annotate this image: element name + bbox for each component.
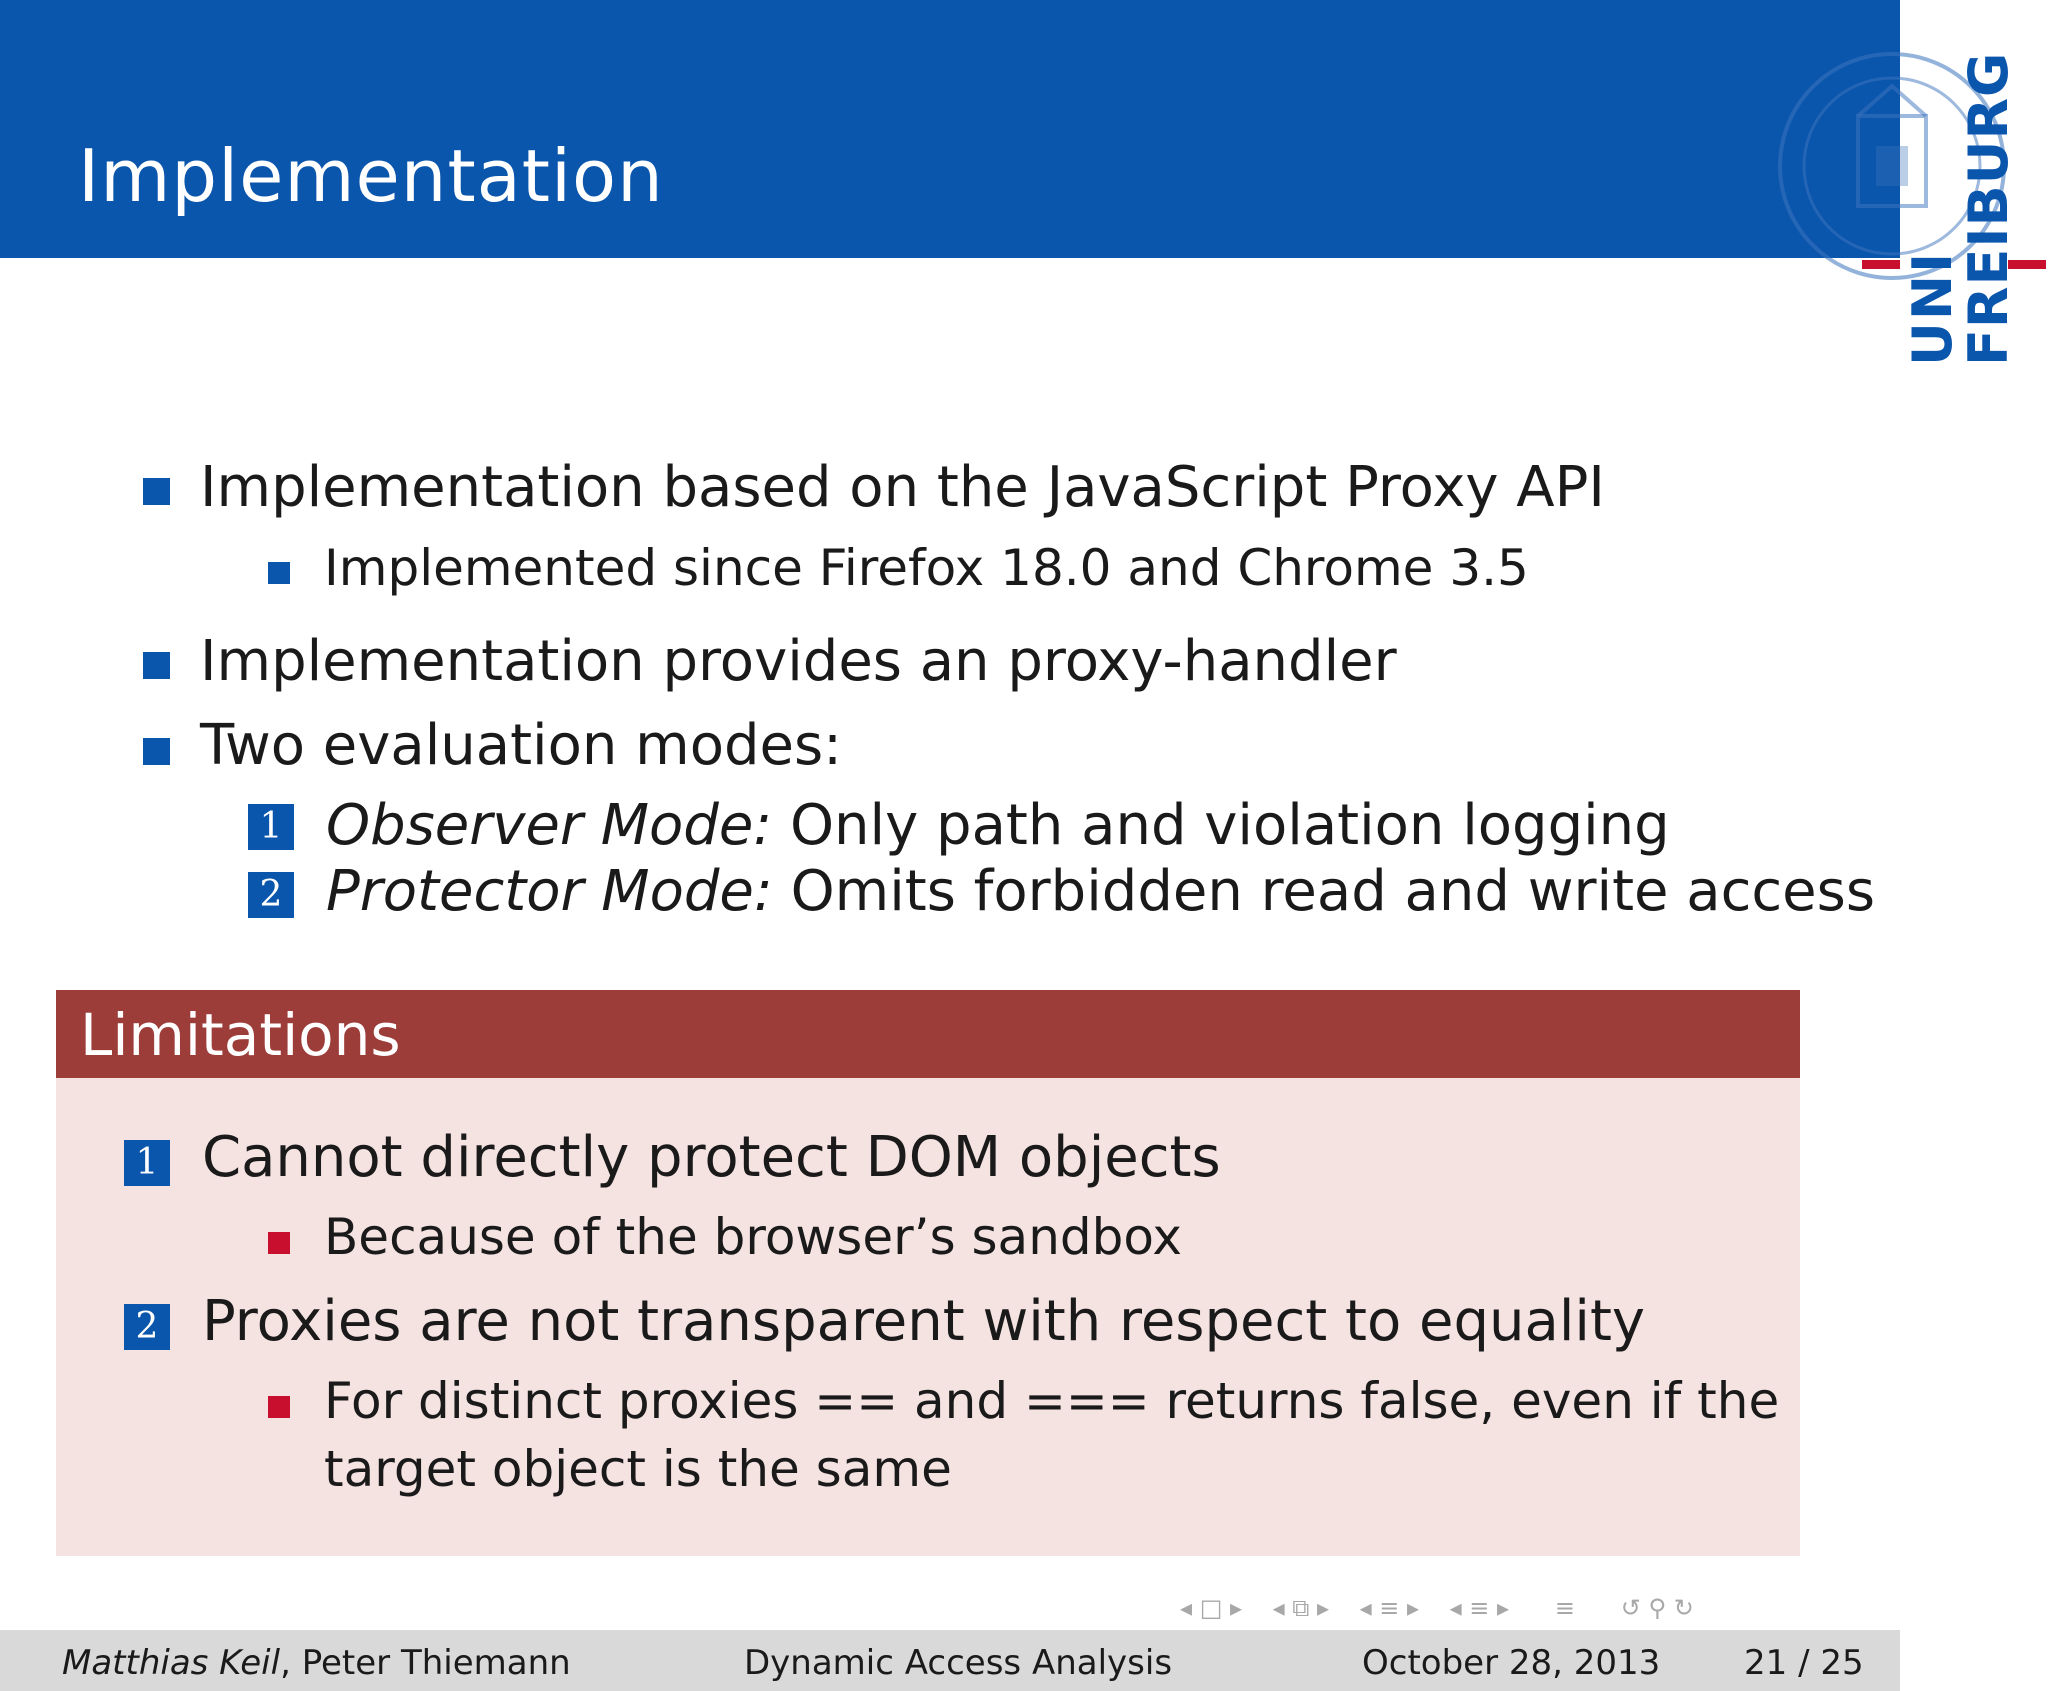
logo-uni-text: UNI <box>1901 250 1964 366</box>
nav-document-icon[interactable]: ≡ <box>1469 1594 1490 1622</box>
mode-item <box>326 859 1875 924</box>
nav-outline-icon[interactable]: ≡ <box>1554 1594 1575 1622</box>
limitation-item: Proxies are not transparent with respect to equality <box>202 1289 1646 1354</box>
bullet-square-icon <box>268 1396 290 1418</box>
sub-bullet-item: Implemented since Firefox 18.0 and Chrome 3.5 <box>324 539 1529 597</box>
bullet-square-icon <box>268 1232 290 1254</box>
nav-next-document-icon[interactable]: ▸ <box>1497 1594 1510 1622</box>
mode-desc: Omits forbidden read and write access <box>790 859 1875 924</box>
enum-number-badge: 1 <box>248 804 294 850</box>
nav-frame-icon[interactable]: □ <box>1199 1594 1223 1622</box>
logo-bar-left <box>1862 260 1900 269</box>
sub-bullet-continuation: target object is the same <box>324 1440 952 1498</box>
bullet-item: Implementation provides an proxy-handler <box>200 629 1397 694</box>
footer-page-number: 21 / 25 <box>1744 1643 1864 1683</box>
nav-section-icon[interactable]: ≡ <box>1379 1594 1400 1622</box>
mode-name: Protector Mode: <box>326 859 773 924</box>
enum-number-badge: 2 <box>124 1304 170 1350</box>
bullet-item: Two evaluation modes: <box>200 713 843 778</box>
mode-name: Observer Mode: <box>326 793 773 858</box>
nav-search-icon[interactable]: ⚲ <box>1648 1594 1667 1622</box>
slide-title: Implementation <box>78 134 664 218</box>
enum-number-badge: 1 <box>124 1140 170 1186</box>
bullet-square-icon <box>143 652 170 679</box>
mode-item <box>326 793 1670 858</box>
logo-freiburg-text: FREIBURG <box>1957 51 2020 366</box>
nav-next-subsection-icon[interactable]: ▸ <box>1317 1594 1330 1622</box>
nav-next-section-icon[interactable]: ▸ <box>1407 1594 1420 1622</box>
nav-subsection-icon[interactable]: ⧉ <box>1292 1594 1310 1622</box>
enum-number-badge: 2 <box>248 872 294 918</box>
footer-author-rest: , Peter Thiemann <box>280 1643 571 1683</box>
bullet-square-icon <box>143 738 170 765</box>
footer-authors <box>62 1643 571 1683</box>
footer-author-main: Matthias Keil <box>62 1643 281 1683</box>
mode-desc: Only path and violation logging <box>789 793 1670 858</box>
footer-date: October 28, 2013 <box>1362 1643 1661 1683</box>
limitation-item: Cannot directly protect DOM objects <box>202 1125 1221 1190</box>
navigation-bar <box>1180 1596 1694 1620</box>
bullet-square-icon <box>143 478 170 505</box>
sub-bullet-item: For distinct proxies == and === returns false, even if the <box>324 1372 1780 1430</box>
bullet-item: Implementation based on the JavaScript Proxy API <box>200 455 1605 520</box>
nav-prev-document-icon[interactable]: ◂ <box>1449 1594 1462 1622</box>
footer-talk-title: Dynamic Access Analysis <box>744 1643 1173 1683</box>
slide-header-band <box>0 0 1900 258</box>
nav-back-icon[interactable]: ↺ <box>1620 1594 1641 1622</box>
nav-forward-icon[interactable]: ↻ <box>1673 1594 1694 1622</box>
limitations-title: Limitations <box>80 1001 401 1069</box>
nav-prev-subsection-icon[interactable]: ◂ <box>1272 1594 1285 1622</box>
bullet-square-icon <box>268 562 290 584</box>
nav-next-frame-icon[interactable]: ▸ <box>1230 1594 1243 1622</box>
sub-bullet-item: Because of the browser’s sandbox <box>324 1208 1183 1266</box>
nav-prev-frame-icon[interactable]: ◂ <box>1180 1594 1193 1622</box>
nav-prev-section-icon[interactable]: ◂ <box>1359 1594 1372 1622</box>
